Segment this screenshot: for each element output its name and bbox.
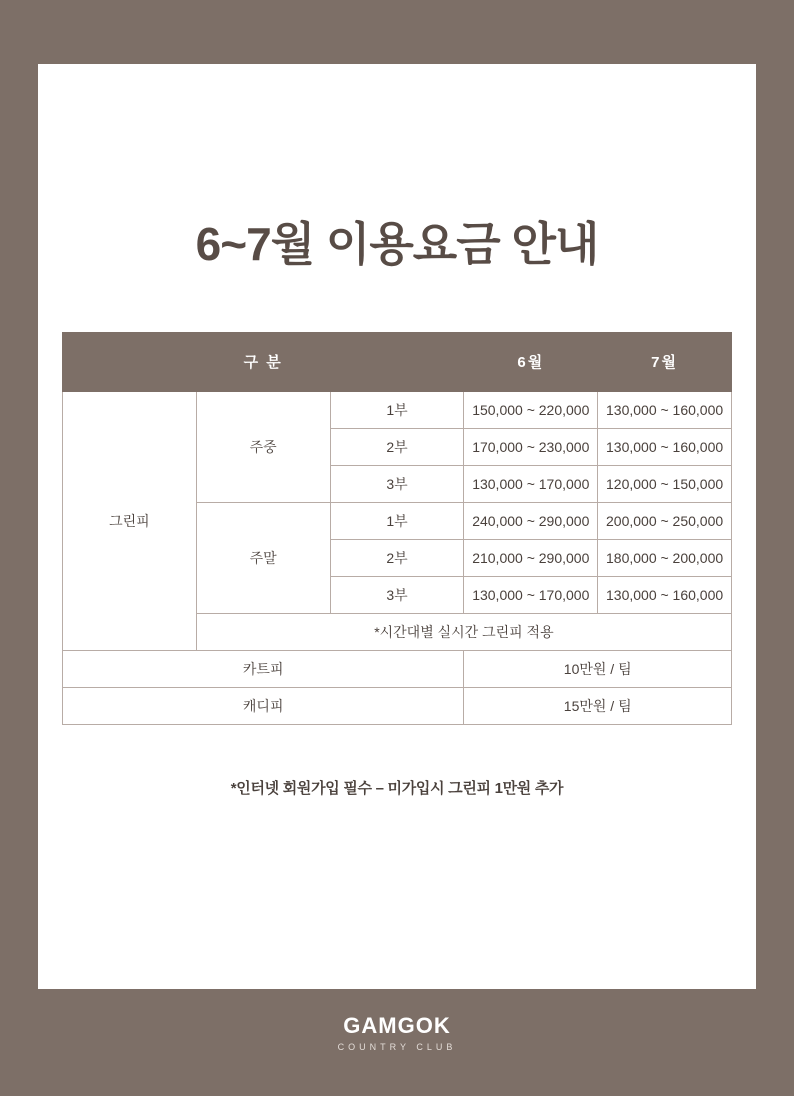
page-title: 6~7월 이용요금 안내 [195, 218, 599, 270]
row-label-greenfee: 그린피 [63, 391, 197, 650]
brand-logo [0, 1013, 794, 1052]
column-header-category: 구 분 [63, 332, 464, 391]
footnote: *인터넷 회원가입 필수 – 미가입시 그린피 1만원 추가 [230, 779, 564, 797]
cell-june: 130,000 ~ 170,000 [464, 576, 598, 613]
cell-june: 170,000 ~ 230,000 [464, 428, 598, 465]
cell-july: 130,000 ~ 160,000 [598, 428, 732, 465]
cell-cartfee-value: 10만원 / 팀 [464, 650, 732, 687]
table-row [63, 687, 732, 724]
row-label-part: 1부 [330, 502, 464, 539]
cell-caddiefee-value: 15만원 / 팀 [464, 687, 732, 724]
cell-july: 130,000 ~ 160,000 [598, 391, 732, 428]
row-label-weekend: 주말 [196, 502, 330, 613]
row-label-part: 3부 [330, 576, 464, 613]
cell-june: 150,000 ~ 220,000 [464, 391, 598, 428]
row-label-cartfee: 카트피 [63, 650, 464, 687]
row-label-weekday: 주중 [196, 391, 330, 502]
greenfee-note: *시간대별 실시간 그린피 적용 [196, 613, 731, 650]
row-label-part: 3부 [330, 465, 464, 502]
cell-june: 130,000 ~ 170,000 [464, 465, 598, 502]
column-header-june: 6월 [464, 332, 598, 391]
cell-july: 120,000 ~ 150,000 [598, 465, 732, 502]
table-body [63, 391, 732, 724]
cell-june: 210,000 ~ 290,000 [464, 539, 598, 576]
cell-july: 180,000 ~ 200,000 [598, 539, 732, 576]
cell-june: 240,000 ~ 290,000 [464, 502, 598, 539]
table-header [63, 332, 732, 391]
cell-july: 200,000 ~ 250,000 [598, 502, 732, 539]
table-row [63, 391, 732, 428]
brand-subtitle: COUNTRY CLUB [337, 1042, 457, 1052]
table-row [63, 650, 732, 687]
cell-july: 130,000 ~ 160,000 [598, 576, 732, 613]
row-label-caddiefee: 캐디피 [63, 687, 464, 724]
row-label-part: 1부 [330, 391, 464, 428]
row-label-part: 2부 [330, 428, 464, 465]
column-header-july: 7월 [598, 332, 732, 391]
brand-name: GAMGOK [343, 1013, 451, 1038]
poster-card [38, 64, 756, 989]
row-label-part: 2부 [330, 539, 464, 576]
rates-table [62, 332, 732, 725]
table-header-row [63, 332, 732, 391]
